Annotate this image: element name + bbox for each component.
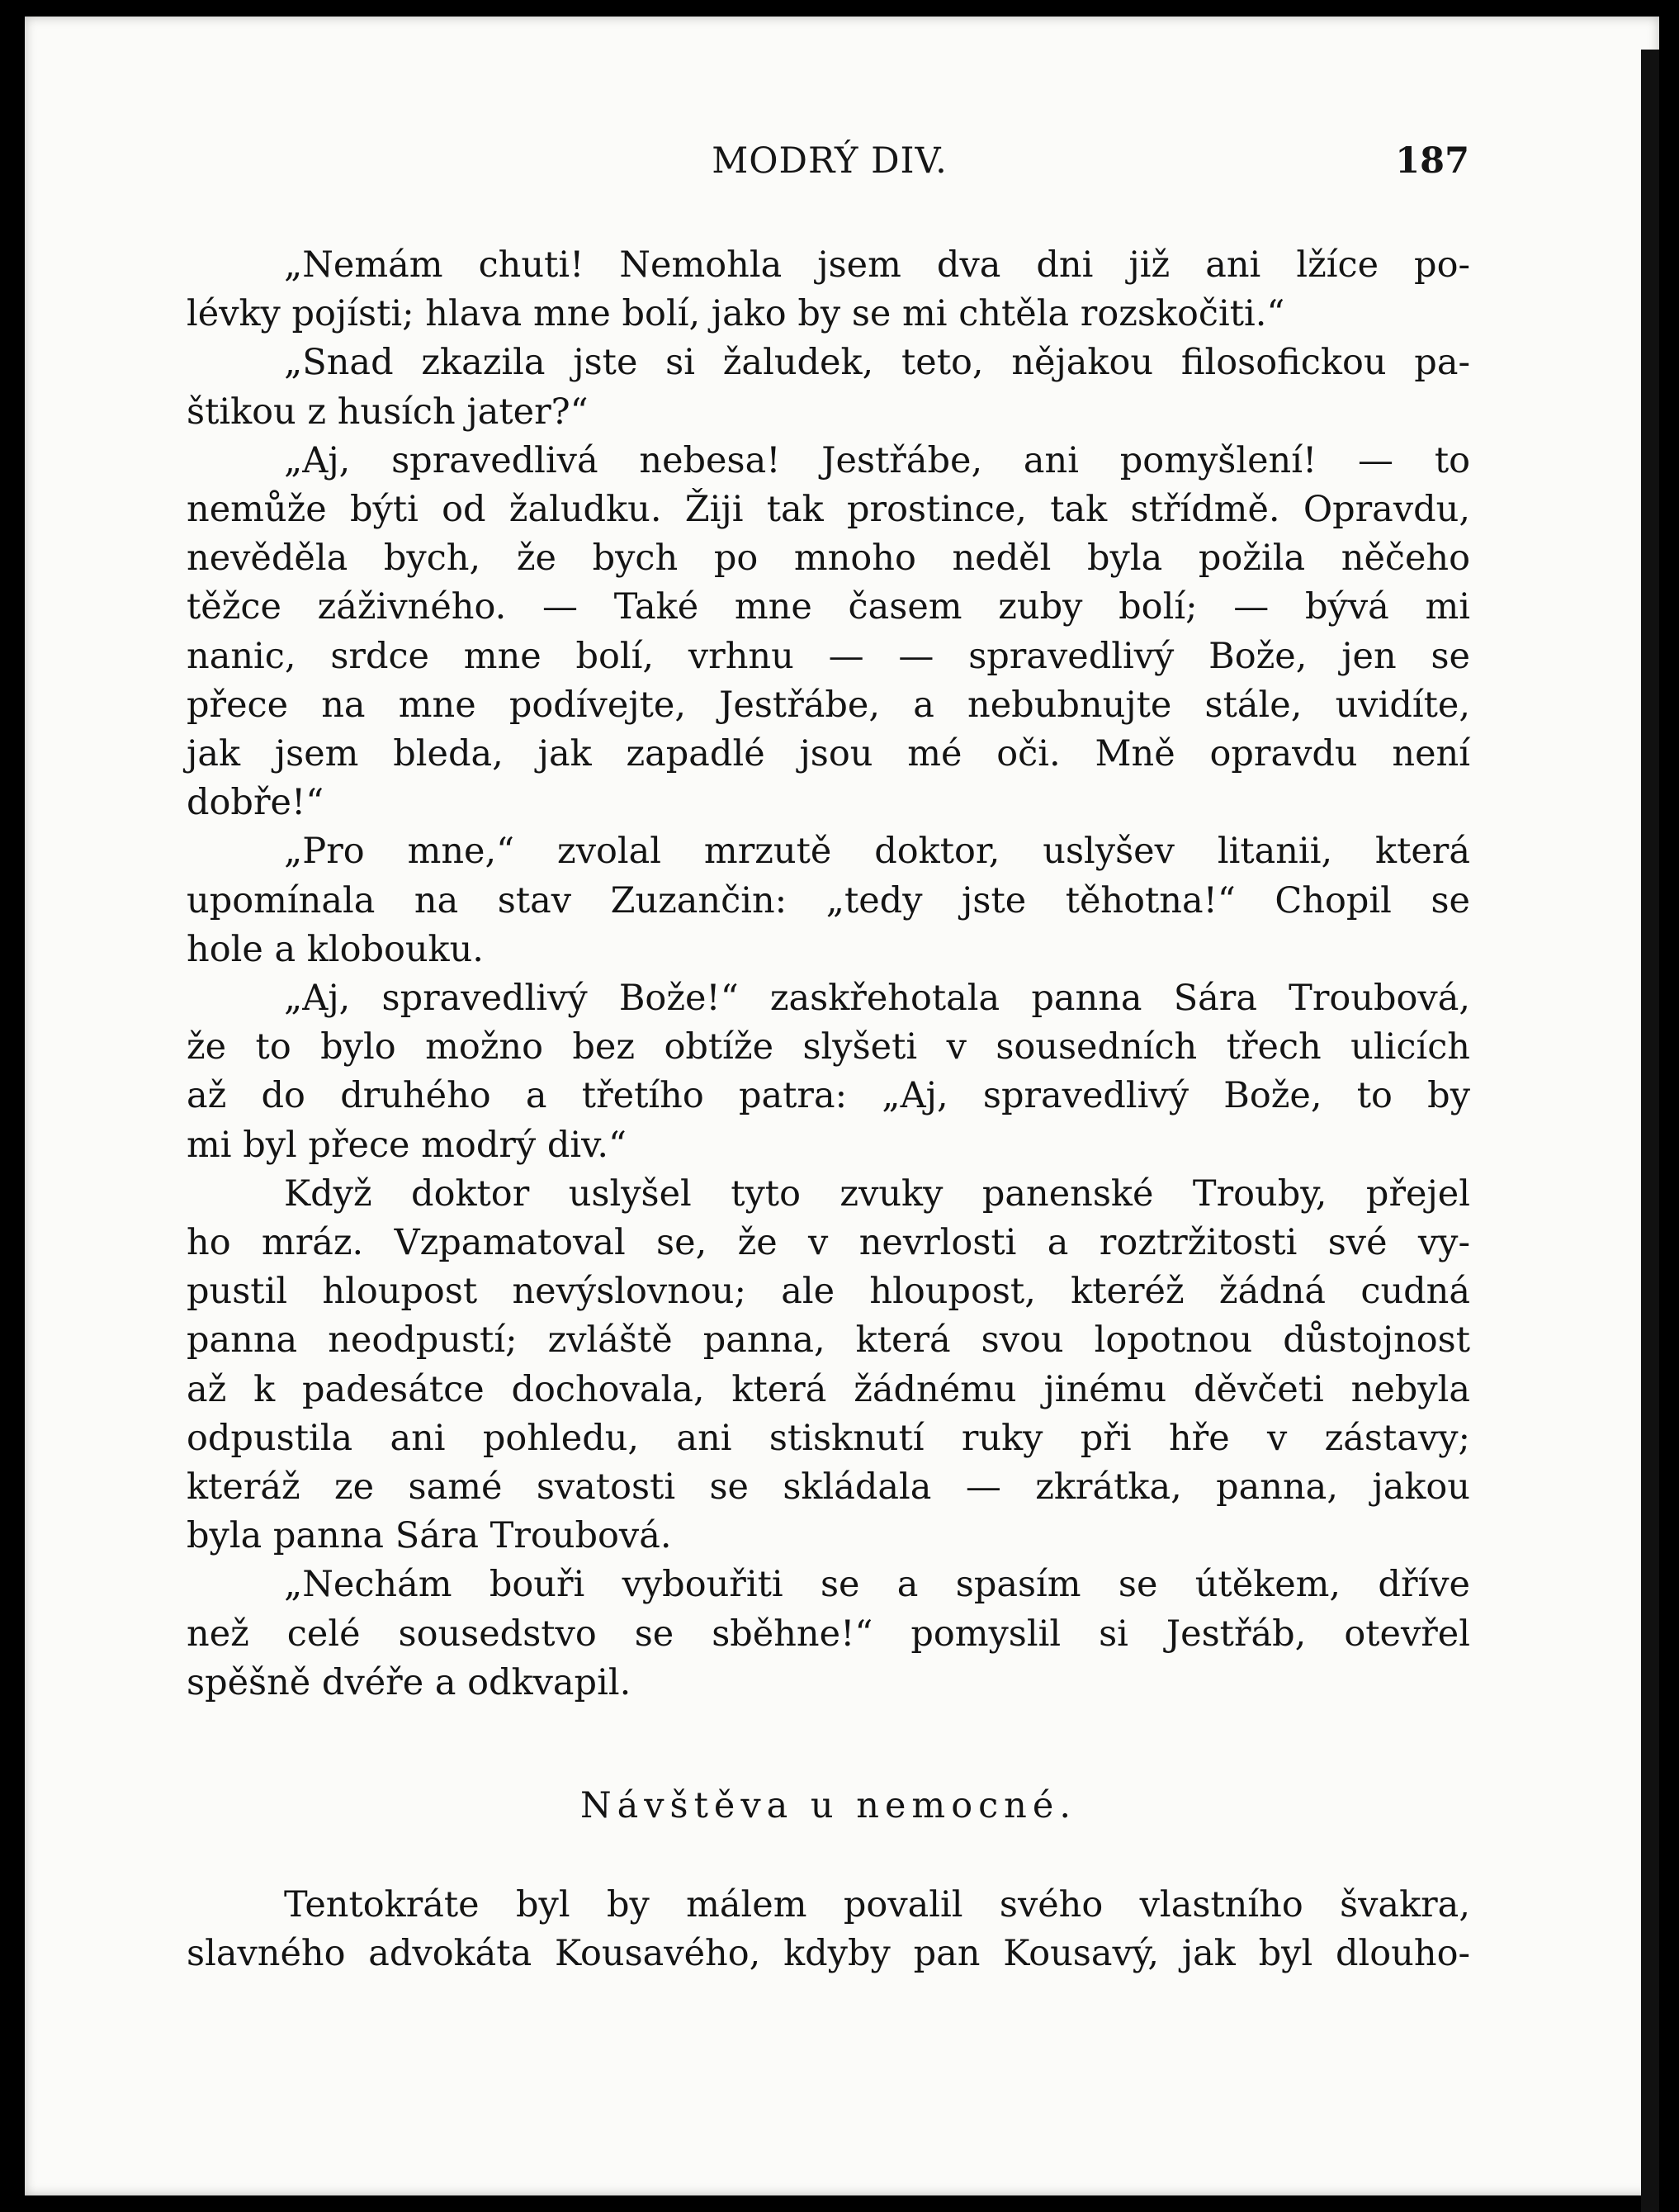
text-line: až do druhého a třetího patra: „Aj, spravedlivý Bože, to by — [187, 1075, 1470, 1117]
text-line: spěšně dvéře a odkvapil. — [187, 1661, 631, 1703]
text-line: nevěděla bych, že bych po mnoho neděl byla požila něčeho — [187, 538, 1470, 580]
text-line: ho mráz. Vzpamatoval se, že v nevrlosti a roztržitosti své vy- — [187, 1222, 1470, 1264]
text-line: přece na mne podívejte, Jestřábe, a nebubnujte stále, uvidíte, — [187, 684, 1470, 726]
page-edge-shadow — [1641, 50, 1659, 2212]
text-line: dobře!“ — [187, 782, 324, 824]
text-line: lévky pojísti; hlava mne bolí, jako by se mi chtěla rozskočiti.“ — [187, 293, 1285, 335]
text-line: štikou z husích jater?“ — [187, 391, 589, 433]
text-line: pustil hloupost nevýslovnou; ale hloupost, kteréž žádná cudná — [187, 1271, 1470, 1313]
text-line: upomínala na stav Zuzančin: „tedy jste těhotna!“ Chopil se — [187, 879, 1470, 921]
text-line: až k padesátce dochovala, která žádnému jinému děvčeti nebyla — [187, 1368, 1470, 1410]
text-line: Tentokráte byl by málem povalil svého vlastního švakra, — [284, 1884, 1470, 1925]
text-line: Když doktor uslyšel tyto zvuky panenské Trouby, přejel — [284, 1172, 1470, 1215]
text-line: panna neodpustí; zvláště panna, která svou lopotnou důstojnost — [187, 1319, 1470, 1362]
section-title: Návštěva u nemocné. — [579, 1785, 1076, 1826]
text-line: kteráž ze samé svatosti se skládala — zkrátka, panna, jakou — [187, 1466, 1470, 1509]
text-line: hole a klobouku. — [187, 928, 484, 970]
text-line: těžce záživného. — Také mne časem zuby bolí; — bývá mi — [187, 586, 1470, 628]
text-line: „Nechám bouři vybouřiti se a spasím se útěkem, dříve — [284, 1564, 1470, 1606]
book-page — [25, 17, 1659, 2195]
text-line: „Snad zkazila jste si žaludek, teto, nějakou filosofickou pa- — [284, 342, 1470, 384]
body-text-continuation — [187, 1881, 1470, 1978]
text-line: odpustila ani pohledu, ani stisknutí ruky při hře v zástavy; — [187, 1417, 1470, 1459]
text-line: byla panna Sára Troubová. — [187, 1515, 672, 1557]
running-header — [190, 140, 1469, 190]
running-title: MODRÝ DIV. — [712, 140, 948, 182]
text-line: „Pro mne,“ zvolal mrzutě doktor, uslyšev litanii, která — [284, 831, 1470, 873]
page-number: 187 — [1395, 140, 1469, 182]
text-line: mi byl přece modrý div.“ — [187, 1124, 627, 1166]
text-line: „Aj, spravedlivá nebesa! Jestřábe, ani pomyšlení! — to — [284, 439, 1470, 481]
body-text — [187, 241, 1470, 1708]
text-line: „Aj, spravedlivý Bože!“ zaskřehotala panna Sára Troubová, — [284, 978, 1470, 1020]
text-line: než celé sousedstvo se sběhne!“ pomyslil si Jestřáb, otevřel — [187, 1613, 1470, 1655]
text-line: „Nemám chuti! Nemohla jsem dva dni již ani lžíce po- — [284, 244, 1470, 286]
text-line: že to bylo možno bez obtíže slyšeti v sousedních třech ulicích — [187, 1026, 1470, 1068]
text-line: nanic, srdce mne bolí, vrhnu — — spravedlivý Bože, jen se — [187, 635, 1470, 677]
text-line: jak jsem bleda, jak zapadlé jsou mé oči. Mně opravdu není — [187, 733, 1470, 775]
text-line: slavného advokáta Kousavého, kdyby pan Kousavý, jak byl dlouho- — [187, 1933, 1470, 1975]
text-line: nemůže býti od žaludku. Žiji tak prostince, tak střídmě. Opravdu, — [187, 489, 1470, 531]
